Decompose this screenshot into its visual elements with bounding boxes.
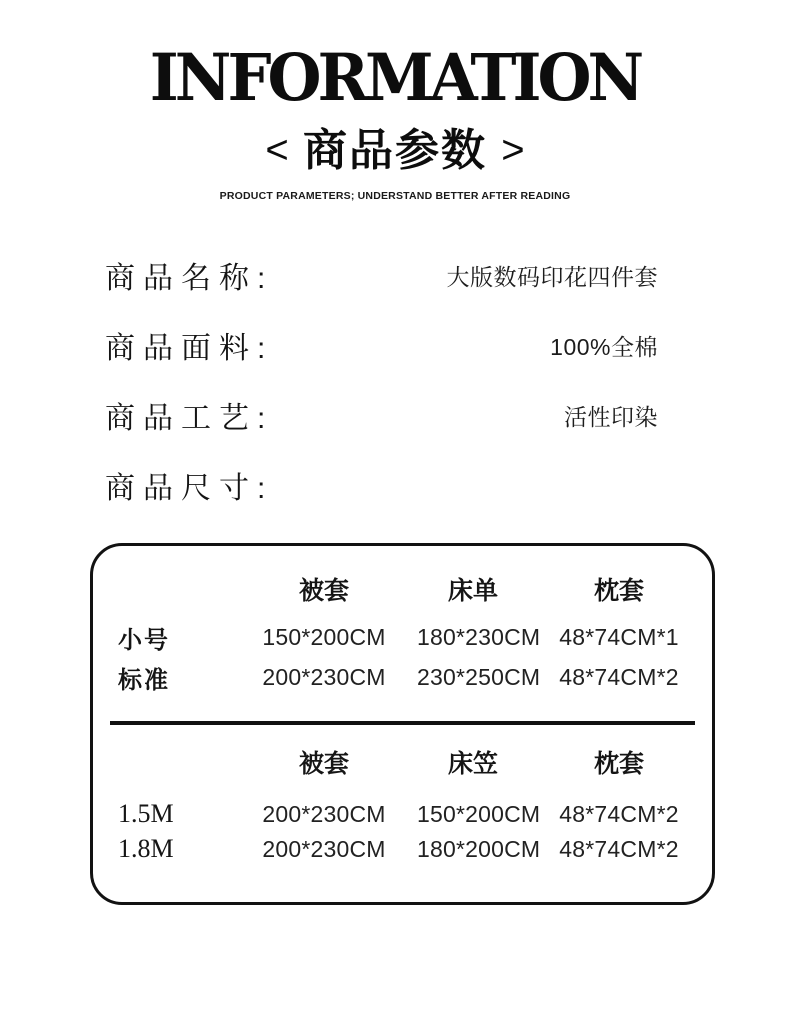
cell-value: 48*74CM*2 bbox=[559, 800, 679, 827]
cell-value: 48*74CM*2 bbox=[559, 663, 679, 690]
spec-label: 商品面料: bbox=[105, 332, 274, 365]
spec-label: 商品名称: bbox=[105, 262, 274, 295]
table-row bbox=[93, 619, 709, 655]
subtitle-text: 商品参数 bbox=[288, 126, 502, 175]
row-label: 1.5M bbox=[118, 799, 174, 828]
section-subtitle bbox=[0, 126, 790, 177]
cell-value: 48*74CM*2 bbox=[559, 835, 679, 862]
tagline: PRODUCT PARAMETERS; UNDERSTAND BETTER AFTER READING bbox=[219, 190, 571, 202]
section-divider bbox=[110, 721, 695, 725]
spec-value: 100%全棉 bbox=[550, 333, 658, 360]
cell-value: 200*230CM bbox=[262, 800, 386, 827]
spec-label: 商品工艺: bbox=[105, 402, 274, 435]
table-row bbox=[93, 796, 709, 832]
row-label: 标准 bbox=[118, 666, 170, 694]
cell-value: 48*74CM*1 bbox=[559, 623, 679, 650]
page-title: INFORMATION bbox=[149, 39, 641, 116]
spec-value: 大版数码印花四件套 bbox=[446, 263, 658, 290]
cell-value: 200*230CM bbox=[262, 663, 386, 690]
cell-value: 180*200CM bbox=[417, 835, 541, 862]
cell-value: 150*200CM bbox=[262, 623, 386, 650]
row-label: 小号 bbox=[118, 626, 170, 654]
left-angle-bracket: < bbox=[265, 128, 289, 172]
cell-value: 230*250CM bbox=[417, 663, 541, 690]
column-header-pillowcase: 枕套 bbox=[593, 577, 644, 605]
table-header-row bbox=[93, 571, 709, 607]
column-header-fitted-sheet: 床笠 bbox=[447, 750, 498, 778]
row-label: 1.8M bbox=[118, 834, 174, 863]
column-header-duvet-cover: 被套 bbox=[298, 750, 349, 778]
spec-row-fabric bbox=[105, 310, 658, 380]
spec-row-name bbox=[105, 240, 658, 310]
cell-value: 200*230CM bbox=[262, 835, 386, 862]
right-angle-bracket: > bbox=[501, 128, 525, 172]
column-header-duvet-cover: 被套 bbox=[298, 577, 349, 605]
column-header-pillowcase: 枕套 bbox=[593, 750, 644, 778]
table-row bbox=[93, 831, 709, 867]
spec-row-size bbox=[105, 450, 658, 520]
page-header bbox=[0, 0, 790, 202]
column-header-bed-sheet: 床单 bbox=[447, 577, 498, 605]
spec-value: 活性印染 bbox=[564, 403, 658, 430]
cell-value: 150*200CM bbox=[417, 800, 541, 827]
cell-value: 180*230CM bbox=[417, 623, 541, 650]
table-header-row bbox=[93, 744, 709, 780]
spec-row-craft bbox=[105, 380, 658, 450]
table-row bbox=[93, 659, 709, 695]
spec-label: 商品尺寸: bbox=[105, 472, 274, 505]
size-table bbox=[90, 543, 715, 905]
product-specs bbox=[105, 240, 658, 520]
